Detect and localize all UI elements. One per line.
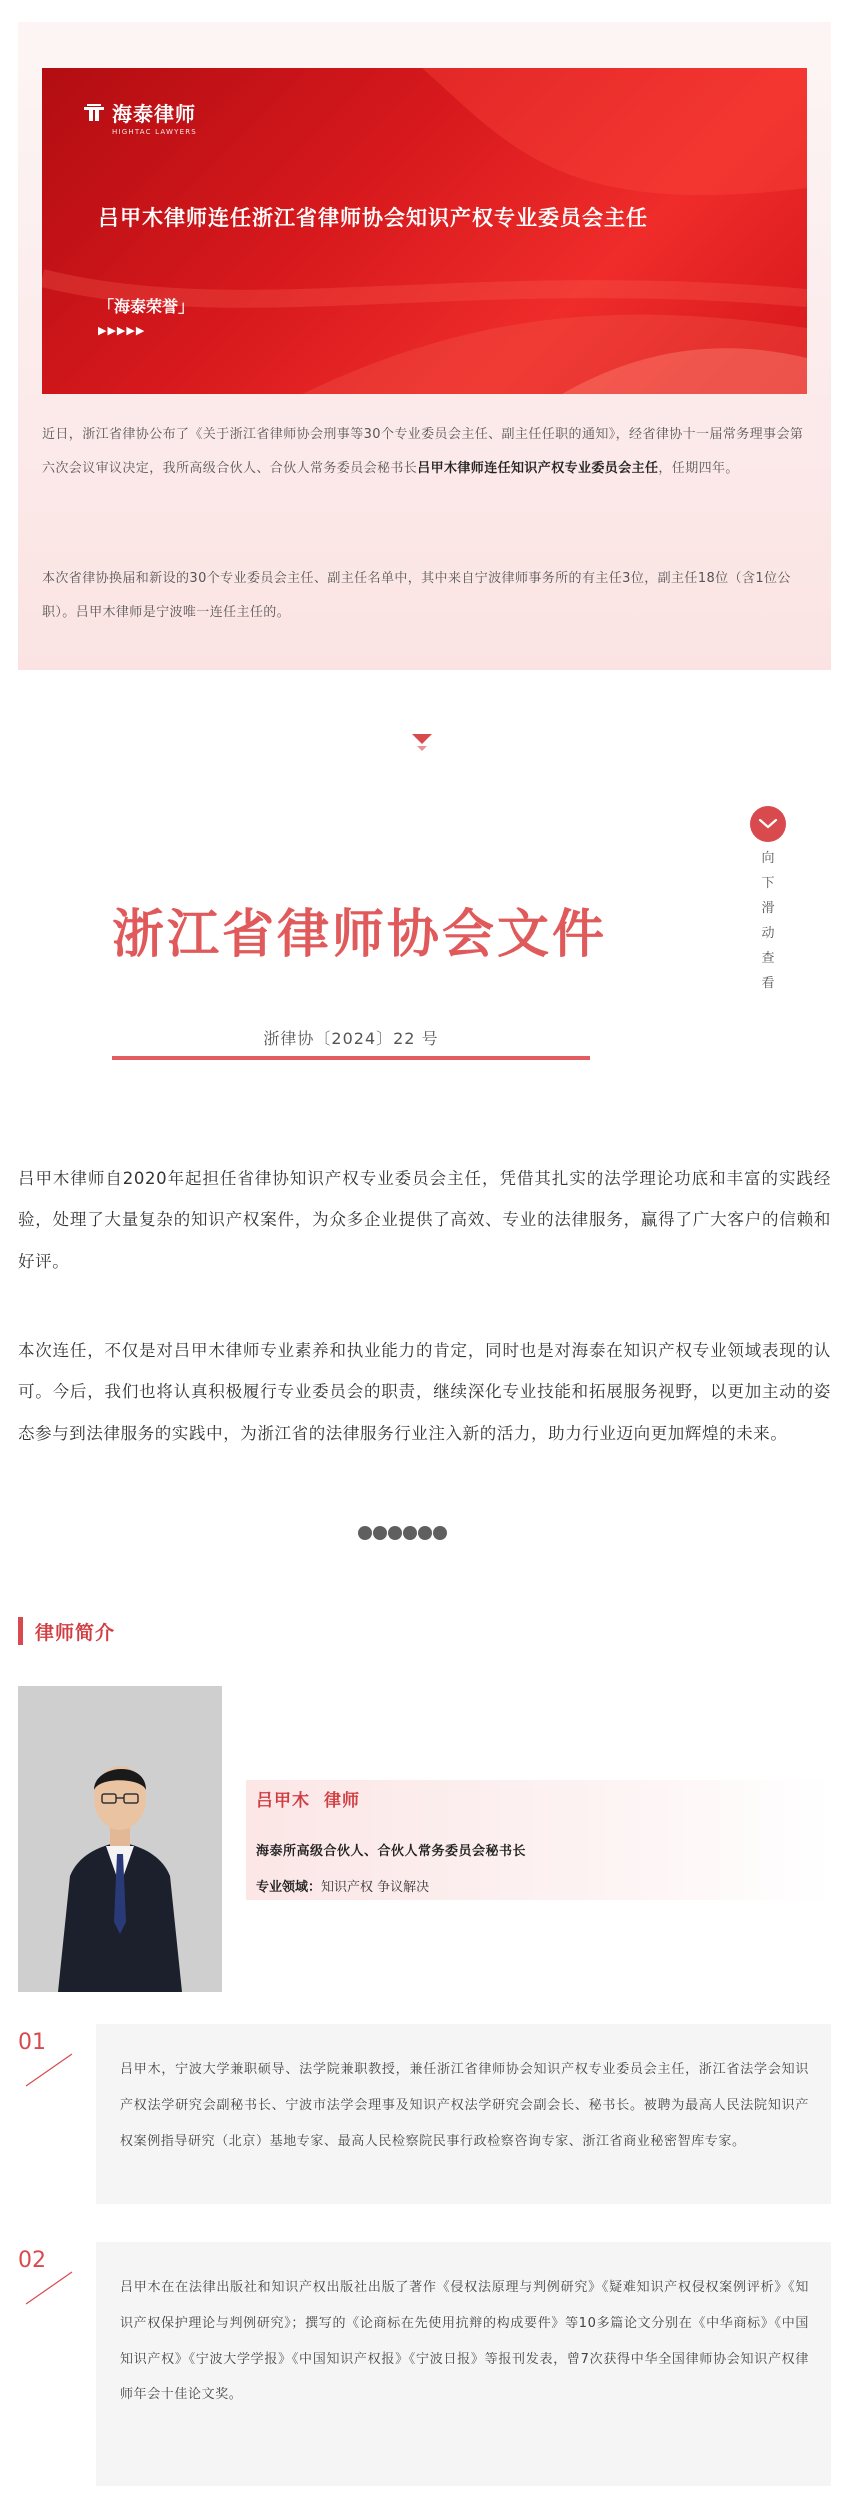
body-paragraph-2: 本次连任，不仅是对吕甲木律师专业素养和执业能力的肯定，同时也是对海泰在知识产权专业领域表现的认可。今后，我们也将认真积极履行专业委员会的职责，继续深化专业技能和拓展服务视野，以更加主动的姿态参与到法律服务的实践中，为浙江省的法律服务行业注入新的活力，助力行业迈向更加辉煌的未来。 <box>18 1341 831 1443</box>
hero-title: 吕甲木律师连任浙江省律师协会知识产权专业委员会主任 <box>98 206 648 230</box>
intro-p1-tail: ，任期四年。 <box>658 461 739 477</box>
hero-arrows-decoration: ▶▶▶▶▶ <box>98 324 146 337</box>
document-title: 浙江省律师协会文件 <box>112 904 608 965</box>
down-triangle-icon <box>410 732 434 754</box>
slash-decoration-icon <box>22 2270 74 2306</box>
scroll-down-icon <box>750 806 786 842</box>
profile-name <box>256 1786 360 1811</box>
lawyer-title: 律师 <box>324 1791 360 1811</box>
profile-field <box>256 1876 429 1895</box>
intro-card <box>18 22 831 670</box>
bio-card-02: 吕甲木在在法律出版社和知识产权出版社出版了著作《侵权法原理与判例研究》《疑难知识产权侵权案例评析》《知识产权保护理论与判例研究》；撰写的《论商标在先使用抗辩的构成要件》等10多篇论文分别在《中华商标》《中国知识产权》《宁波大学学报》《中国知识产权报》《宁波日报》等报刊发表，曾7次获得中华全国律师协会知识产权律师年会十佳论文奖。 <box>96 2242 831 2486</box>
profile-field-value: 知识产权 争议解决 <box>321 1880 430 1895</box>
scroll-hint <box>748 806 788 996</box>
brand-name: 海泰律师 <box>112 102 196 126</box>
document-number: 浙律协〔2024〕22 号 <box>263 1029 439 1048</box>
brand-subtitle: HIGHTAC LAWYERS <box>112 128 197 136</box>
section-title: 律师简介 <box>35 1621 116 1644</box>
hero-tag: 「海泰荣誉」 <box>98 297 195 316</box>
slash-decoration-icon <box>22 2052 74 2088</box>
brand-mark-icon <box>82 101 106 125</box>
intro-p1-highlight: 吕甲木律师连任知识产权专业委员会主任 <box>417 461 659 477</box>
intro-p1-text: 近日，浙江省律协公布了《关于浙江省律师协会刑事等30个专业委员会主任、副主任任职的通知》，经省律协十一届常务理事会第六次会议审议决定，我所高级合伙人、合伙人常务委员会秘书长 <box>42 427 804 477</box>
section-bar <box>18 1617 23 1645</box>
body-paragraph-1: 吕甲木律师自2020年起担任省律协知识产权专业委员会主任，凭借其扎实的法学理论功底和丰富的实践经验，处理了大量复杂的知识产权案件，为众多企业提供了高效、专业的法律服务，赢得了广大客户的信赖和好评。 <box>18 1169 831 1271</box>
lawyer-photo <box>18 1686 222 1992</box>
profile-card <box>246 1780 831 1900</box>
profile-field-label: 专业领域： <box>256 1880 322 1895</box>
bio-card-01: 吕甲木，宁波大学兼职硕导、法学院兼职教授，兼任浙江省律师协会知识产权专业委员会主任，浙江省法学会知识产权法学研究会副秘书长、宁波市法学会理事及知识产权法学研究会副会长、秘书长。被聘为最高人民法院知识产权案例指导研究（北京）基地专家、最高人民检察院民事行政检察咨询专家、浙江省商业秘密智库专家。 <box>96 2024 831 2204</box>
document-divider <box>112 1056 590 1060</box>
lawyer-portrait-icon <box>18 1686 222 1992</box>
hero-banner <box>42 68 807 394</box>
bio-number-02: 02 <box>18 2248 46 2273</box>
lawyer-name: 吕甲木 <box>256 1791 310 1811</box>
scroll-hint-text: 向下滑动查看 <box>761 851 775 991</box>
intro-paragraph-1 <box>42 418 807 487</box>
dots-divider <box>358 1526 448 1540</box>
brand-logo <box>82 98 197 136</box>
intro-paragraph-2: 本次省律协换届和新设的30个专业委员会主任、副主任名单中，其中来自宁波律师事务所的有主任3位，副主任18位（含1位公职）。吕甲木律师是宁波唯一连任主任的。 <box>42 571 791 621</box>
profile-role: 海泰所高级合伙人、合伙人常务委员会秘书长 <box>256 1844 527 1859</box>
section-heading <box>18 1617 115 1645</box>
bio-number-01: 01 <box>18 2030 46 2055</box>
